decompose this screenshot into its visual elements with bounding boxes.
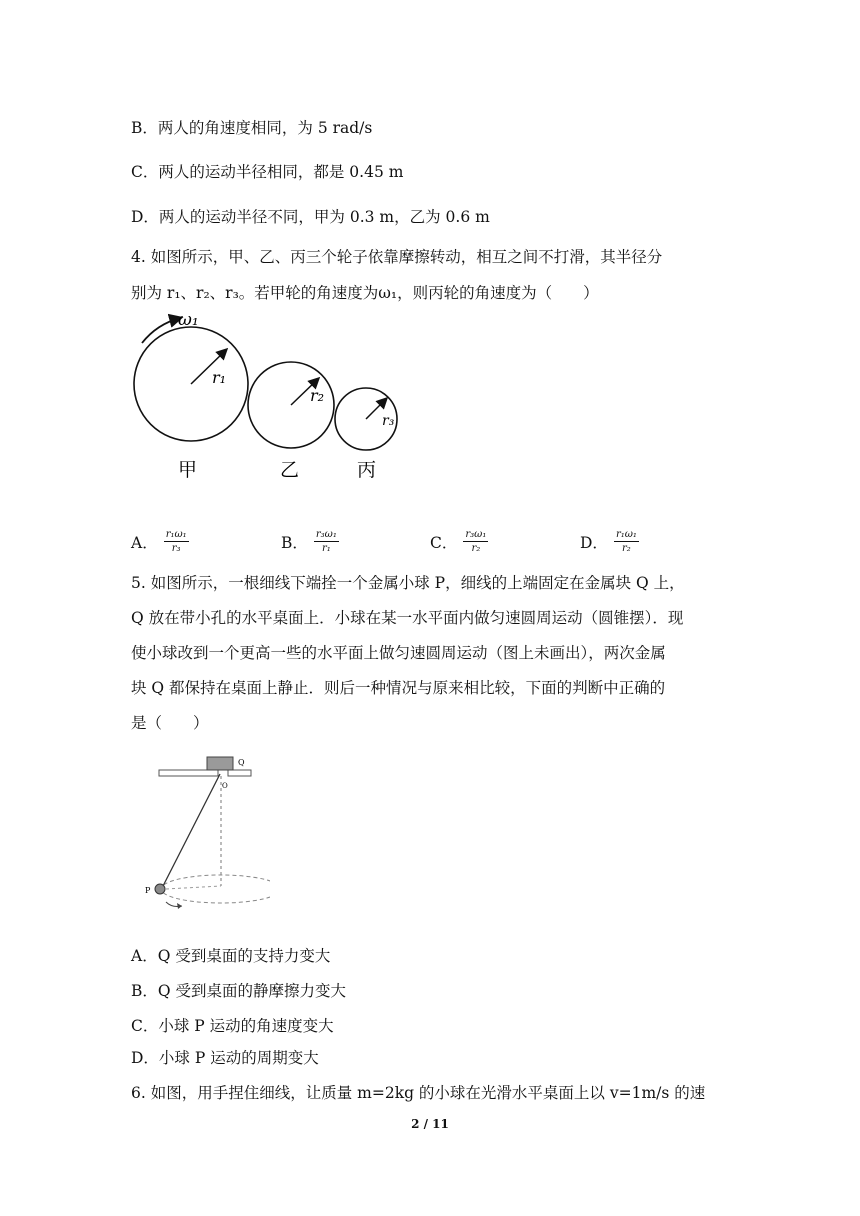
q4-option-b-numerator: r₃ω₁	[315, 529, 337, 540]
label-o: O	[222, 782, 228, 790]
ball-p	[155, 884, 165, 894]
wheel-name-jia: 甲	[178, 459, 198, 481]
q4-option-a-fraction	[164, 528, 189, 555]
q5-stem-line-1: 5. 如图所示，一根细线下端拴一个金属小球 P，细线的上端固定在金属块 Q 上，	[131, 574, 685, 592]
table-plate-right	[228, 770, 251, 776]
wheel-name-bing: 丙	[357, 459, 377, 481]
q4-option-c-letter: C．	[430, 533, 458, 552]
q5-option-c: C．小球 P 运动的角速度变大	[131, 1017, 334, 1035]
q4-option-a-denominator: r₃	[171, 543, 181, 554]
q5-option-d: D．小球 P 运动的周期变大	[131, 1049, 319, 1067]
q4-stem-line-2: 别为 r₁、r₂、r₃。若甲轮的角速度为ω₁，则丙轮的角速度为（ ）	[131, 284, 599, 302]
q6-stem-line-1: 6. 如图，用手捏住细线，让质量 m=2kg 的小球在光滑水平桌面上以 v=1m/s 的速	[131, 1084, 706, 1102]
q4-option-b-letter: B．	[281, 533, 308, 552]
q5-option-a: A．Q 受到桌面的支持力变大	[131, 947, 331, 965]
table-plate-left	[159, 770, 218, 776]
q5-option-b: B．Q 受到桌面的静摩擦力变大	[131, 982, 347, 1000]
q4-wheels-figure	[120, 305, 420, 490]
omega-arc-arrow	[142, 318, 180, 343]
label-p: P	[145, 886, 151, 895]
q4-option-c	[430, 528, 488, 555]
wheel-name-yi: 乙	[280, 459, 300, 481]
radius-dashed	[166, 886, 221, 889]
q5-stem-line-3: 使小球改到一个更高一些的水平面上做匀速圆周运动（图上未画出），两次金属	[131, 644, 666, 662]
block-q	[207, 757, 233, 770]
omega-label: ω₁	[178, 310, 199, 330]
q4-option-a-letter: A．	[131, 533, 158, 552]
q4-option-c-denominator: r₂	[471, 543, 481, 554]
q4-option-a	[131, 528, 189, 555]
q5-stem-line-5: 是（ ）	[131, 714, 209, 732]
q3-option-b: B．两人的角速度相同，为 5 rad/s	[131, 119, 373, 137]
q5-conical-pendulum-figure	[140, 750, 270, 915]
q5-stem-line-2: Q 放在带小孔的水平桌面上．小球在某一水平面内做匀速圆周运动（圆锥摆）．现	[131, 609, 684, 627]
radius-label-r1: r₁	[212, 368, 227, 387]
q5-stem-line-4: 块 Q 都保持在桌面上静止．则后一种情况与原来相比较，下面的判断中正确的	[131, 679, 666, 697]
q4-option-d-letter: D．	[580, 533, 608, 552]
q4-option-b-denominator: r₁	[321, 543, 331, 554]
q4-option-d-fraction	[614, 528, 639, 555]
label-q: Q	[238, 758, 245, 767]
page-number: 2 / 11	[411, 1117, 449, 1131]
radius-label-r3: r₃	[382, 413, 395, 429]
q3-option-c: C．两人的运动半径相同，都是 0.45 m	[131, 163, 404, 181]
q4-option-d-denominator: r₂	[622, 543, 631, 554]
q4-option-d-numerator: r₁ω₁	[615, 529, 637, 540]
q4-options-row	[131, 528, 731, 568]
radius-label-r2: r₂	[310, 386, 325, 405]
q3-option-d: D．两人的运动半径不同，甲为 0.3 m，乙为 0.6 m	[131, 208, 490, 226]
q4-option-d	[580, 528, 639, 555]
q4-option-b	[281, 528, 339, 555]
q4-option-c-fraction	[463, 528, 488, 555]
orbit-dashed-ellipse	[161, 875, 270, 903]
q4-option-b-fraction	[314, 528, 339, 555]
q4-option-a-numerator: r₁ω₁	[165, 529, 187, 540]
q4-option-c-numerator: r₃ω₁	[465, 529, 487, 540]
string	[162, 774, 220, 888]
q4-stem-line-1: 4. 如图所示，甲、乙、丙三个轮子依靠摩擦转动，相互之间不打滑，其半径分	[131, 248, 663, 266]
